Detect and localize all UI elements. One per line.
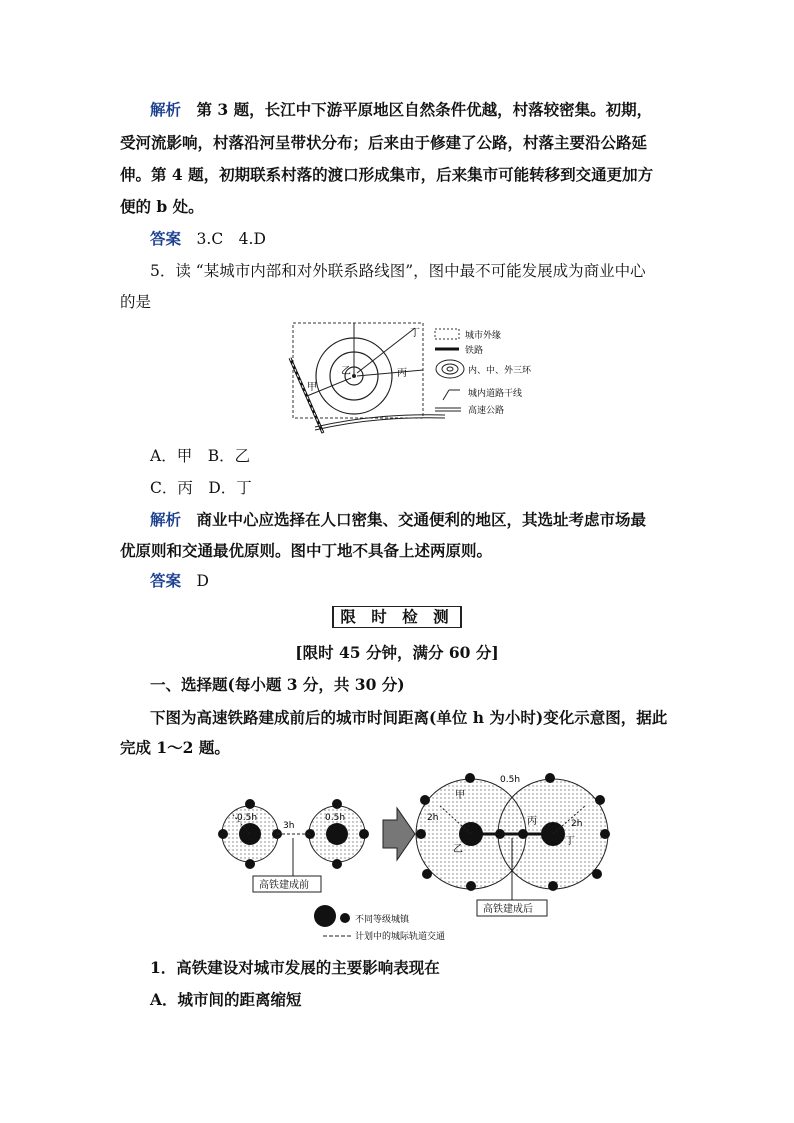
legend-towns: 不同等级城镇: [355, 915, 410, 925]
after-left-radius-label: 2h: [427, 813, 439, 823]
answer-label: 答案: [150, 229, 182, 248]
city-route-map: [285, 318, 550, 438]
legend-rings: 内、中、外三环: [468, 366, 532, 376]
legend-railway: 铁路: [465, 346, 484, 356]
q5-options-line-1: A．甲 B．乙: [150, 447, 251, 465]
after-label-yi: 乙: [453, 844, 463, 855]
legend-planned-rail: 计划中的城际轨道交通: [355, 932, 446, 942]
highway: [315, 418, 445, 430]
q5-analysis-line-1: 解析 商业中心应选择在人口密集、交通便利的地区，其选址考虑市场最: [150, 510, 647, 529]
before-left-radius-label: 0.5h: [237, 813, 258, 823]
answer-label: 答案: [150, 571, 182, 590]
test-subtitle: [限时 45 分钟，满分 60 分]: [295, 643, 499, 662]
analysis-label: 解析: [150, 510, 182, 529]
q5-answer: 答案 D: [150, 571, 209, 590]
after-label-jia: 甲: [455, 790, 465, 801]
section-heading: 一、选择题(每小题 3 分，共 30 分): [150, 675, 405, 694]
after-label-bing: 丙: [527, 816, 537, 827]
legend-highway: 高速公路: [468, 406, 505, 416]
q5-options-line-2: C．丙 D．丁: [150, 479, 252, 497]
analysis-label: 解析: [150, 100, 182, 119]
after-right-radius-label: 2h: [571, 819, 583, 829]
q3-4-answer: 答案 3.C 4.D: [150, 229, 266, 248]
label-yi: 乙: [341, 366, 351, 377]
q1-option-a: A．城市间的距离缩短: [150, 990, 302, 1009]
label-jia: 甲: [307, 382, 317, 393]
label-bing: 丙: [397, 368, 407, 379]
after-top-radius-label: 0.5h: [500, 775, 521, 785]
q5-stem-line-2: 的是: [120, 293, 152, 311]
hsr-time-distance-figure: [215, 768, 615, 944]
test-title: 限 时 检 测: [0, 606, 794, 628]
q1-stem: 1．高铁建设对城市发展的主要影响表现在: [150, 958, 440, 977]
before-distance-label: 3h: [283, 821, 295, 831]
after-label-ding: 丁: [565, 836, 575, 847]
transition-arrow: [383, 808, 415, 860]
intro-line-1: 下图为高速铁路建成前后的城市时间距离(单位 h 为小时)变化示意图，据此: [150, 708, 668, 727]
legend-city-edge: 城市外缘: [465, 331, 502, 341]
before-caption: 高铁建成前: [259, 880, 309, 891]
after-caption: 高铁建成后: [483, 904, 533, 915]
label-ding: 丁: [410, 328, 420, 339]
before-right-radius-label: 0.5h: [325, 813, 346, 823]
q5-stem-line-1: 5．读 “某城市内部和对外联系路线图”，图中最不可能发展成为商业中心: [150, 262, 646, 280]
road-to-ding: [357, 328, 415, 373]
road-to-bing: [357, 370, 423, 376]
intro-line-2: 完成 1～2 题。: [120, 738, 230, 757]
q3-4-analysis-line-3: 伸。第 4 题，初期联系村落的渡口形成集市，后来集市可能转移到交通更加方: [120, 165, 654, 184]
q3-4-analysis-line-1: 解析 第 3 题，长江中下游平原地区自然条件优越，村落较密集。初期，: [150, 100, 653, 119]
q3-4-analysis-line-4: 便的 b 处。: [120, 197, 204, 216]
q3-4-analysis-line-2: 受河流影响，村落沿河呈带状分布；后来由于修建了公路，村落主要沿公路延: [120, 133, 648, 152]
q5-analysis-line-2: 优原则和交通最优原则。图中丁地不具备上述两原则。: [120, 541, 493, 560]
legend-city-road: 城内道路干线: [468, 389, 523, 399]
